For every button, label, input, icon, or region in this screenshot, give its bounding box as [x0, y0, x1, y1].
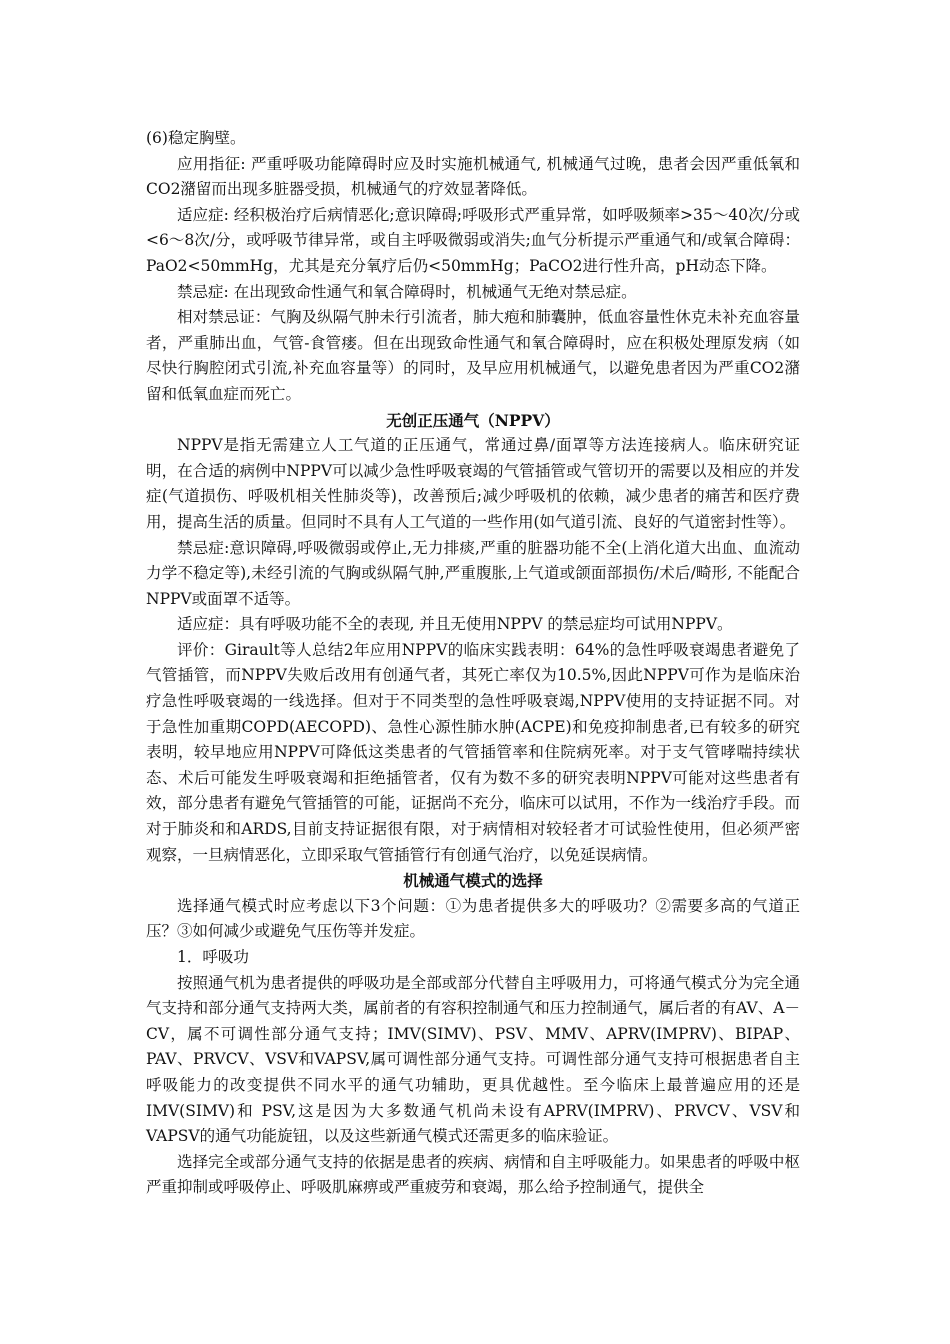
paragraph-application-indication: 应用指征: 严重呼吸功能障碍时应及时实施机械通气, 机械通气过晚，患者会因严重低氧和CO2潴留而出现多脏器受损，机械通气的疗效显著降低。 — [146, 154, 800, 199]
paragraph-support-basis: 选择完全或部分通气支持的依据是患者的疾病、病情和自主呼吸能力。如果患者的呼吸中枢严重抑制或呼吸停止、呼吸肌麻痹或严重疲劳和衰竭，那么给予控制通气，提供全 — [146, 1152, 800, 1197]
paragraph-indications: 适应症: 经积极治疗后病情恶化;意识障碍;呼吸形式严重异常，如呼吸频率>35～40次/分或<6～8次/分，或呼吸节律异常，或自主呼吸微弱或消失;血气分析提示严重通气和/或氧合障碍：PaO2<50mmHg，尤其是充分氧疗后仍<50mmHg；PaCO2进行性升高，pH动态下降。 — [146, 205, 800, 275]
paragraph-nppv-indications: 适应症：具有呼吸功能不全的表现, 并且无使用NPPV 的禁忌症均可试用NPPV。 — [177, 615, 733, 634]
heading-ventilation-mode-selection: 机械通气模式的选择 — [403, 871, 543, 891]
paragraph-stabilize-chest-wall: (6)稳定胸壁。 — [146, 129, 246, 147]
paragraph-relative-contraindications: 相对禁忌证：气胸及纵隔气肿未行引流者，肺大疱和肺囊肿，低血容量性休克未补充血容量者，严重肺出血，气管-食管瘘。但在出现致命性通气和氧合障碍时，应在积极处理原发病（如尽快行胸腔闭式引流,补充血容量等）的同时，及早应用机械通气，以避免患者因为严重CO2潴留和低氧血症而死亡。 — [146, 308, 800, 403]
paragraph-nppv-evaluation: 评价：Girault等人总结2年应用NPPV的临床实践表明：64%的急性呼吸衰竭患者避免了气管插管，而NPPV失败后改用有创通气者，其死亡率仅为10.5%,因此NPPV可作为是临床治疗急性呼吸衰竭的一线选择。但对于不同类型的急性呼吸衰竭,NPPV使用的支持证据不同。对于急性加重期COPD(AECOPD)、急性心源性肺水肿(ACPE)和免疫抑制患者,已有较多的研究表明，较早地应用NPPV可降低这类患者的气管插管率和住院病死率。对于支气管哮喘持续状态、术后可能发生呼吸衰竭和拒绝插管者，仅有为数不多的研究表明NPPV可能对这些患者有效，部分患者有避免气管插管的可能，证据尚不充分，临床可以试用，不作为一线治疗手段。而对于肺炎和和ARDS,目前支持证据很有限，对于病情相对较轻者才可试验性使用，但必须严密观察，一旦病情恶化，立即采取气管插管行有创通气治疗，以免延误病情。 — [146, 640, 800, 864]
paragraph-nppv-definition: NPPV是指无需建立人工气道的正压通气，常通过鼻/面罩等方法连接病人。临床研究证明，在合适的病例中NPPV可以减少急性呼吸衰竭的气管插管或气管切开的需要以及相应的并发症(气道损伤、呼吸机相关性肺炎等)，改善预后;减少呼吸机的依赖，减少患者的痛苦和医疗费用，提高生活的质量。但同时不具有人工气道的一些作用(如气道引流、良好的气道密封性等）。 — [146, 436, 800, 531]
heading-nppv: 无创正压通气（NPPV） — [386, 410, 560, 430]
paragraph-nppv-contraindications: 禁忌症:意识障碍,呼吸微弱或停止,无力排痰,严重的脏器功能不全(上消化道大出血、血流动力学不稳定等),未经引流的气胸或纵隔气肿,严重腹胀,上气道或颌面部损伤/术后/畸形, 不能配合NPPV或面罩不适等。 — [146, 538, 800, 608]
paragraph-work-of-breathing: 按照通气机为患者提供的呼吸功是全部或部分代替自主呼吸用力，可将通气模式分为完全通气支持和部分通气支持两大类，属前者的有容积控制通气和压力控制通气，属后者的有AV、A－CV，属不可调性部分通气支持；IMV(SIMV)、PSV、MMV、APRV(IMPRV)、BIPAP、PAV、PRVCV、VSV和VAPSV,属可调性部分通气支持。可调性部分通气支持可根据患者自主呼吸能力的改变提供不同水平的通气功辅助，更具优越性。至今临床上最普遍应用的还是 IMV(SIMV)和 PSV,这是因为大多数通气机尚未设有APRV(IMPRV)、PRVCV、VSV和VAPSV的通气功能旋钮，以及这些新通气模式还需更多的临床验证。 — [146, 973, 800, 1146]
paragraph-contraindications: 禁忌症: 在出现致命性通气和氧合障碍时，机械通气无绝对禁忌症。 — [177, 282, 637, 301]
paragraph-mode-selection-questions: 选择通气模式时应考虑以下3个问题：①为患者提供多大的呼吸功？②需要多高的气道正压？③如何减少或避免气压伤等并发症。 — [146, 896, 800, 941]
document-page — [146, 126, 800, 1201]
paragraph-work-of-breathing-title: 1．呼吸功 — [177, 948, 249, 966]
